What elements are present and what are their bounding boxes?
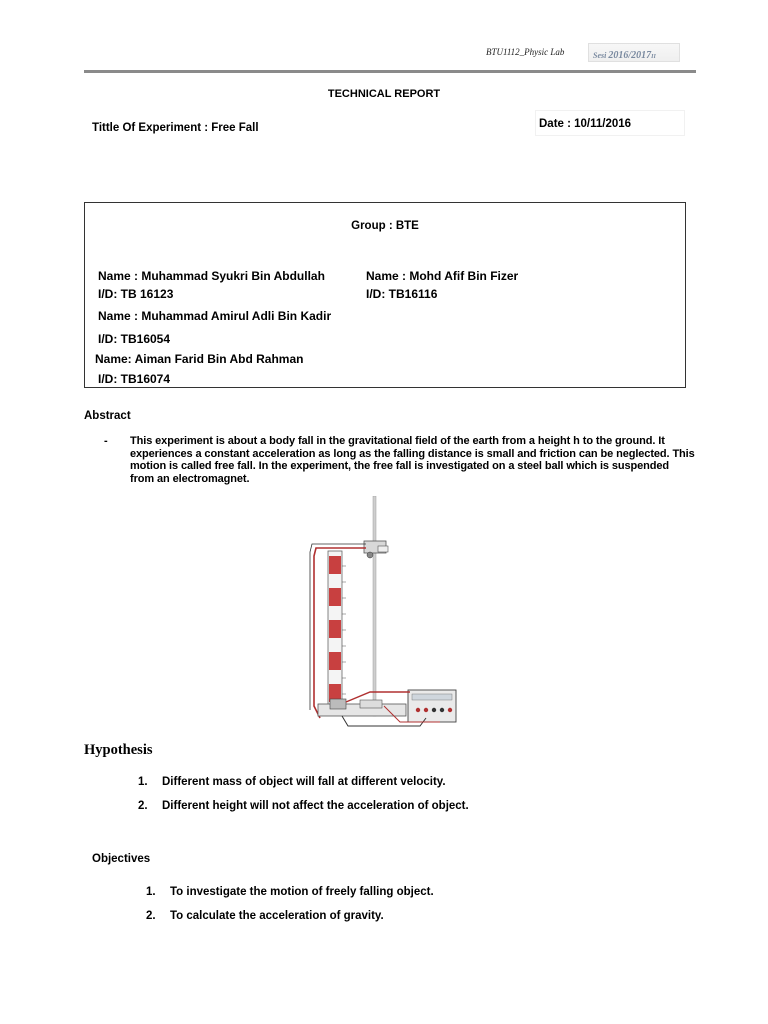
- objective-item-text: To calculate the acceleration of gravity.: [170, 910, 384, 922]
- objective-item-number: 1.: [146, 886, 156, 898]
- objective-item-number: 2.: [146, 910, 156, 922]
- report-date: Date : 10/11/2016: [535, 110, 685, 136]
- report-title: TECHNICAL REPORT: [327, 88, 441, 100]
- objective-item: [146, 886, 434, 898]
- abstract-text: This experiment is about a body fall in the gravitational field of the earth from a height h to the ground. It experiences a constant acceleration as long as the falling distance is small and friction can be neglected. This motion is called free fall. In the experiment, the free fall is investigated on a steel ball which is suspended from an electromagnet.: [130, 435, 695, 485]
- session-badge: [588, 43, 680, 62]
- member-3-id: I/D: TB16054: [98, 332, 171, 346]
- member-4-name: Name: Aiman Farid Bin Abd Rahman: [95, 352, 304, 366]
- member-1-name: Name : Muhammad Syukri Bin Abdullah: [98, 269, 325, 283]
- hypothesis-heading: Hypothesis: [84, 742, 153, 758]
- hypothesis-item-number: 2.: [138, 800, 148, 812]
- session-years: 2016/2017: [608, 50, 652, 61]
- member-3-name: Name : Muhammad Amirul Adli Bin Kadir: [98, 309, 332, 323]
- hypothesis-item: [138, 800, 469, 812]
- objectives-heading: Objectives: [92, 853, 151, 865]
- header-divider: [84, 70, 696, 73]
- hypothesis-item-text: Different height will not affect the acceleration of object.: [162, 800, 469, 812]
- hypothesis-item: [138, 776, 446, 788]
- objective-item-text: To investigate the motion of freely falling object.: [170, 886, 434, 898]
- hypothesis-item-number: 1.: [138, 776, 148, 788]
- free-fall-apparatus-icon: [300, 496, 470, 732]
- group-label: Group : BTE: [351, 220, 419, 232]
- abstract-bullet: -: [104, 435, 108, 447]
- member-1-id: I/D: TB 16123: [98, 287, 174, 301]
- member-2-name: Name : Mohd Afif Bin Fizer: [366, 269, 519, 283]
- session-prefix: Sesi: [593, 51, 609, 60]
- member-4-id: I/D: TB16074: [98, 372, 171, 386]
- course-code: BTU1112_Physic Lab: [486, 47, 565, 57]
- abstract-heading: Abstract: [84, 410, 131, 422]
- member-2-id: I/D: TB16116: [366, 287, 438, 301]
- objective-item: [146, 910, 384, 922]
- hypothesis-item-text: Different mass of object will fall at different velocity.: [162, 776, 446, 788]
- experiment-title: Tittle Of Experiment : Free Fall: [92, 122, 259, 134]
- session-semester: II: [651, 54, 656, 60]
